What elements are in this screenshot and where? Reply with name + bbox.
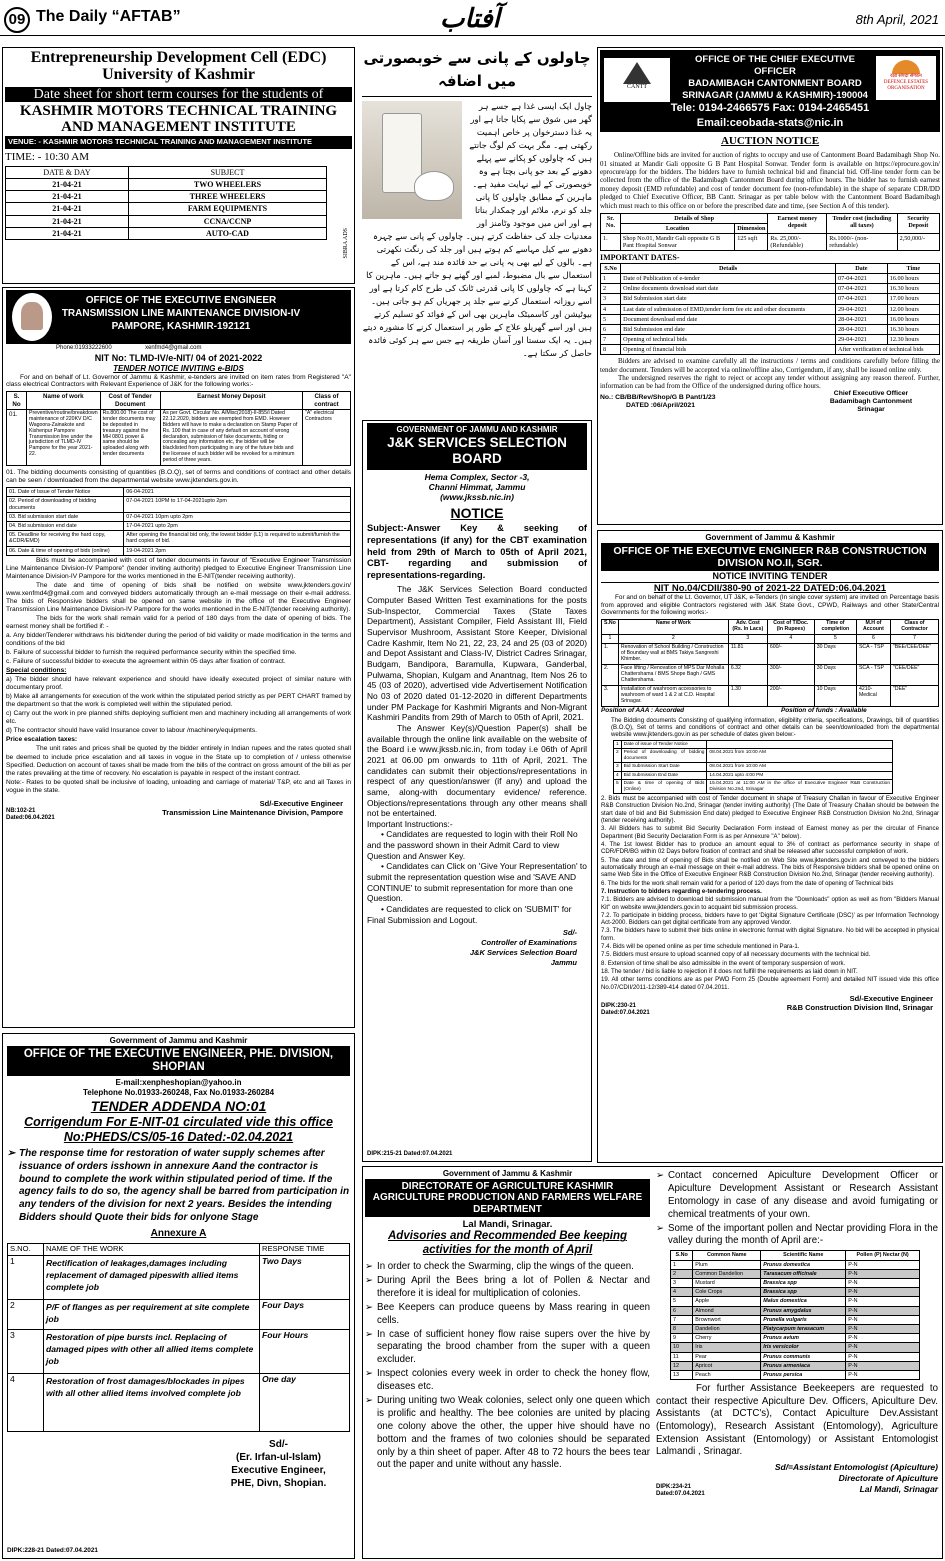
table-row: 2. Face lifting / Renovation of MPS Dar Mohalla Chattershama / BMS Shope Bagh / GMS Chattershama. 6.32 300/- 30 Days SCA - TSP "CEE/DEE" [602,664,939,685]
table-row: 03. Bid submission start date 07-04-2021 10pm upto 2pm [7,512,351,521]
rb-nit-no: NIT No.04/CDII/380-90 of 2021-22 DATED:06.04.2021 [653,582,887,594]
table-row: 2 P/F of flanges as per requirement at site complete job Four Days [8,1299,350,1329]
phe-addenda-heading: TENDER ADDENDA NO:01 [90,1098,267,1115]
table-row: 1. Renovation of School Building / Construction of Boundary wall at BMS Takiya Sangreshi Khimber. 11.81 600/- 30 Days SCA - TSP "BEE/CEE/DEE" [602,643,939,664]
table-row: 21-04-21 TWO WHEELERS [6,178,327,190]
auction-footer-2: The undersigned reserves the right to reject or accept any tender without assigning any reason thereof. Further, information can be had from the Office of the undersigned during office hours. [600,373,940,391]
tlmd-division: TRANSMISSION LINE MAINTENANCE DIVISION-IV [61,308,301,319]
tlmd-contact: Phone:01933222600 xenfmd4@gmail.com [56,345,202,351]
list-item: ➢ The response time for restoration of water supply schemes after issuance of orders isshown in annexure Aand the contractor is bound to complete the work within stipulated period of time. If the agency fails to do so, the agency shall be barred from participation in any tenders of the division for next 2 years. Besides the intending Bidders should Quote their bids for onlyone Stage [7,1148,350,1225]
tlmd-dates-table [6,487,351,556]
edc-institute: KASHMIR MOTORS TECHNICAL TRAINING AND MANAGEMENT INSTITUTE [19,102,338,136]
tlmd-nit-no: NIT No: TLMD-IV/e-NIT/ 04 of 2021-2022 [94,353,263,364]
tlmd-address: PAMPORE, KASHMIR-192121 [111,321,251,332]
table-row: 05. Deadline for receiving the hard copy, &CDR/EMD) After opening the financial bid only, the lowest bidder (L1) is required to submit/furnish the hard copies of bid. [7,531,351,546]
table-row: 4 Restoration of frost damages/blockades in pipes with all other allied items involved complete job One day [8,1373,350,1431]
list-item: • Candidates are requested to click on 'SUBMIT' for Final Submission and Logout. [367,903,572,925]
cantonment-tel: Tele: 0194-2466575 Fax: 0194-2465451 [670,102,870,114]
further-assistance: For further Assistance Beekeepers are requested to contact their respective Apiculture Dev. Officers, Apiculture Dev. Assistants (at DCTC's), Contact Apiculture Dev.Assistant (Entomology), Research Assistant (Entomology), Agriculture Extension Assistant (Entomology) or Assistant Entomologist Lalmandi , Srinagar. [656,1383,938,1458]
flora-table: S.No Common Name Scientific Name Pollen (P) Nectar (N) 1 Plum Prunus domestica P-N 2 Common Dandelion Taraxacum officinale P-N 3 Mustard Brassica spp P-N 4 Cole Crops Brassica spp P-N 5 Apple Malus domestica P-N 6 Almond Prunus amygdalus P-N 7 Brownwort Prunella vulgaris P-N 8 Dandelion Platycarpum terasacum P-N 9 Cherry Prunus avium P-N 10 Iris Iris versicolor P-N 11 Pear Prunus communis P-N 12 Apricot Prunus armeniaca P-N 13 Peach Prunus persica P-N [670,1250,920,1380]
list-item: ➢ In order to check the Swarming, clip the wings of the queen. [365,1261,650,1274]
table-row: 6 Bid Submission end date 28-04-2021 16.30 hours [601,324,940,334]
tlmd-tender-notice: OFFICE OF THE EXECUTIVE ENGINEER TRANSMISSION LINE MAINTENANCE DIVISION-IV PAMPORE, KASHMIR-192121 Phone:01933222600 xenfmd4@gmail.com NIT No: TLMD-IV/e-NIT/ 04 of 2021-2022 TENDER NOTICE INVITING e-BIDS For and on behalf of Lt. Governor of Jammu & Kashmir, e-tenders are invited on item rates from Registered "A" class electrical Contractors with Relevant Experience of J&K for the following works:- S. No Name of work Cost of Tender Document Earnest Money Deposit Class of contract 01. Preventive/routine/breakdown maintenance of 220KV D/C Wagoora-Zainakote and Kishenpur Pampore Transmission line under the jurisdiction of TLMD-IV Pampore for the year 2021-22. Rs.800.00 The cost of tender documents may be deposited in treasury against the MH 0801 power & same should be uploaded along with tender documents As per Govt. Circular No. A/Misc(2018)-II-855/i Dated 22.12.2020, bidders are exempted from EMD. However Bidders will have to make a declaration on Stamp Paper of Rs. 100 that in case of any default on account of wrong declaration, submission of fake documents, hiding or concealing any information etc, the bidder will be blacklisted from participating in any of the future bids and the licensee of such bidder will be revoked for a minimum period of three years. "A" electrical Contractors 01. The bidding documents consisting of quantities (B.O.Q), set of terms and conditions of contract and other details can be seen / downloaded from the departmental website www.jktenders.gov.in. 01. Date of Issue of Tender Notice 06-04-2021 02. Period of downloading of bidding documents 07-04-2021 10PM to 17-04-2021upto 2pm 03. Bid submission start date 07-04-2021 10pm upto 2pm 04. Bid submission end date 17-04-2021 upto 2pm 05. Deadline for receiving the hard copy, &CDR/EMD) After opening the financial bid only, the lowest bidder (L1) is required to submit/furnish the hard copies of bid. 06. Date & time of opening of bids (online) 19-04-2021 2pm Bids must be accompanied with cost of tender documents in favour of "Executive Engineer Transmission Line Maintenance Division-IV Pampore" (tender inviting authority) pledged to Executive Engineer Transmission Line Maintenance Division-IV Pampore for the works mentioned in the E-NIT(tender receiving authority). The date and time of opening of bids shall be notified on website www.jktenders.gov.in/ www.xenfmd4@gmail.com and conveyed bidders automatically through an e-mail message on their e-mail address. The bids of Responsive bidders shall be opened on same website in the office of the Executive Engineer Transmission Line Maintenance Division-IV Pampore for the works mentioned in the E-NIT(tender receiving authority). The bids for the work shall remain valid for a period of 180 days from the date of opening of bids. The earnest money shall be fortified if: - a. Any bidder/Tenderer withdraws his bid/tender during the period of bid validity or made modification in the terms and conditions of the bid b. Failure of successful bidder to furnish the required performance security within the specified time. c. Failure of successful bidder to execute the agreement within 05 days after fixation of contract. Special conditions: a) The bidder should have relevant experience and should have ideally executed project of similar nature with documentary proof. b) Make all arrangements for execution of the work within the stipulated period strictly as per PERT CHART framed by the department so that the work is completed well within the stipulated period. c) Carry out the work in pre planned shifts deploying sufficient men and machinery including all arrangements of work etc. d) The contractor should have valid Insurance cover to labour /machinery/equipments. Price escalation taxes: The unit rates and prices shall be quoted by the bidder entirely in Indian rupees and the rates quoted shall be deemed to include price escalation and all taxes in vogue in the State up to completion of / unless otherwise Specified. Deduction on account of taxes shall be made from the bills of the contract on gross amount of the bill as per the rates prevailing at the time of recovery. No escalation is payable in respect of the instant contract. Note:- Rates to be quoted shall be inclusive of loading, unloading and carriage of material/ T&P, etc and all Taxes in vogue in the state. Sd/-Executive Engineer NB:102-21 Dated:06.04.2021 Transmission Line Maintenance Division, Pampore [2,287,355,1028]
table-row: 04. Bid submission end date 17-04-2021 upto 2pm [7,521,351,530]
table-row: 8 Opening of financial bids After verification of technical bids [601,345,940,355]
edc-time: TIME: - 10:30 AM [5,150,90,163]
table-row: 1 Rectification of leakages,damages including replacement of damaged pipeswith allied items complete job Two Days [8,1255,350,1299]
urdu-article [362,47,592,415]
table-row: 01. Preventive/routine/breakdown maintenance of 220KV D/C Wagoora-Zainakote and Kishenpur Pampore Transmission line under the jurisdiction of TLMD-IV Pampore for the year 2021-22. Rs.800.00 The cost of tender documents may be deposited in treasury against the MH 0801 power & same should be uploaded along with tender documents As per Govt. Circular No. A/Misc(2018)-II-855/i Dated 22.12.2020, bidders are exempted from EMD. However Bidders will have to make a declaration on Stamp Paper of Rs. 100 that in case of any default on account of wrong declaration, submission of fake documents, hiding or concealing any information etc, the bidder will be blacklisted from participating in any of the future bids and the licensee of such bidder will be revoked for a minimum period of three years. "A" electrical Contractors [7,409,351,466]
rb-dates-table [613,740,893,795]
phe-title: OFFICE OF THE EXECUTIVE ENGINEER, PHE. DIVISION, SHOPIAN [7,1046,350,1076]
table-row: 12 Apricot Prunus armeniaca P-N [671,1361,920,1370]
list-item: • Candidates can Click on 'Give Your Representation' to submit the representation question wise and 'SAVE AND CONTINUE' to submit representation for more than one Question. [367,861,587,904]
table-row: 3 Restoration of pipe bursts incl. Replacing of damaged pipes with other all allied items complete job Four Hours [8,1329,350,1373]
table-row: 13 Peach Prunus persica P-N [671,1370,920,1379]
list-item: ➢ Bee Keepers can produce queens by Mass rearing in queen cells. [365,1302,650,1328]
table-row: 21-04-21 AUTO-CAD [6,227,327,239]
paper-name: The Daily “AFTAB” [36,8,181,25]
annexure-table: S.NO. NAME OF THE WORK RESPONSE TIME 1 Rectification of leakages,damages including replacement of damaged pipeswith allied items complete job Two Days 2 P/F of flanges as per requirement at site complete job Four Days 3 Restoration of pipe bursts incl. Replacing of damaged pipes with other all allied items complete job Four Hours 4 Restoration of frost damages/blockades in pipes with all other allied items involved complete job One day [7,1243,350,1432]
auction-ref-no: No.: CB/BB/Rev/Shop/G B Pant/1/23 [600,393,716,401]
deo-logo: रक्षा संपदा संगठन DEFENCE ESTATES ORGANISATION [876,56,936,100]
table-row: 9 Cherry Prunus avium P-N [671,1334,920,1343]
important-dates-title: IMPORTANT DATES- [600,253,680,263]
cantonment-signatory: Chief Executive Officer [833,389,909,397]
rb-heading: NOTICE INVITING TENDER [601,571,939,583]
auction-notice-heading: AUCTION NOTICE [720,135,820,147]
table-row: 2 Common Dandelion Taraxacum officinale P-N [671,1269,920,1278]
list-item: ➢ Some of the important pollen and Nectar providing Flora in the valley during the month of April are:- [656,1223,938,1249]
table-row: 21-04-21 CCNA/CCNP [6,215,327,227]
edc-table: DATE & DAY SUBJECT 21-04-21 TWO WHEELERS 21-04-21 THREE WHEELERS 21-04-21 FARM EQUIPMENTS 21-04-21 CCNA/CCNP 21-04-21 AUTO-CAD [5,166,327,240]
cantonment-office: OFFICE OF THE CHIEF EXECUTIVE OFFICER [695,54,855,77]
important-dates-table: S.No Details Date Time 1 Date of Publication of e-tender 07-04-2021 16.00 hours 2 Online documents download start date 07-04-2021 16.30 hours 3 Bid Submission start date 07-04-2021 17.00 hours 4 Last date of submission of EMD,tender form fee etc and other documents 29-04-2021 12.00 hours 5 Document download end date 28-04-2021 16.00 hours 6 Bid Submission end date 28-04-2021 16.30 hours 7 Opening of technical bids 29-04-2021 12.30 hours 8 Opening of financial bids After verification of technical bids [600,263,940,355]
list-item: ➢ During uniting two Weak colonies, select only one queen which is prolific and healthy. The bee colonies are united by placing one colony above the other, the upper hive should have no bottom and the frames of two colonies should be separated only by a thin sheet of paper. After 48 to 72 hours the bees tear out the paper and unite without any hassle. [365,1395,650,1472]
cantt-logo: CANTT [604,58,670,102]
table-row: 06. Date & time of opening of bids (online) 19-04-2021 2pm [7,546,351,555]
phe-shopian-addenda: Government of Jammu and Kashmir OFFICE OF THE EXECUTIVE ENGINEER, PHE. DIVISION, SHOPIAN E-mail:xenpheshopian@yahoo.in Telephone No.01933-260248, Fax No.01933-260284 TENDER ADDENDA NO:01 Corrigendum For E-NIT-01 circulated vide this office No:PHEDS/CS/05-16 Dated:-02.04.2021 ➢ The response time for restoration of water supply schemes after issuance of orders isshown in annexure Aand the contractor is bound to complete the work within stipulated period of time. If the agency fails to do so, the agency shall be barred from participation in any tenders of the division for next 2 years. Besides the intending Bidders should Quote their bids for onlyone Stage Annexure A S.NO. NAME OF THE WORK RESPONSE TIME 1 Rectification of leakages,damages including replacement of damaged pipeswith allied items complete job Two Days 2 P/F of flanges as per requirement at site complete job Four Days 3 Restoration of pipe bursts incl. Replacing of damaged pipes with other all allied items complete job Four Hours 4 Restoration of frost damages/blockades in pipes with all other allied items involved complete job One day Sd/- (Er. Irfan-ul-Islam) Executive Engineer, PHE, Divn, Shopian. DIPK:228-21 Dated:07.04.2021 [2,1033,355,1559]
table-row: 3 Mustard Brassica spp P-N [671,1278,920,1287]
edc-subtitle: Date sheet for short term courses for the students of [5,87,352,102]
table-row: 21-04-21 FARM EQUIPMENTS [6,203,327,215]
agri-title: DIRECTORATE OF AGRICULTURE KASHMIR AGRICULTURE PRODUCTION AND FARMERS WELFARE DEPARTMENT [365,1179,650,1218]
list-item: ➢ Contact concerned Apiculture Development Officer or Apiculture Development Assistant or Research Assistant Entomology in case of any disease and avoid fumigating or chemical treatments of your own. [656,1170,938,1222]
cantonment-address: SRINAGAR (JAMMU & KASHMIR)-190004 [682,89,868,101]
annexure-heading: Annexure A [150,1227,207,1239]
list-item: ➢ During April the Bees bring a lot of Pollen & Nectar and therefore it is ideal for multiplication of colonies. [365,1275,650,1301]
rice-water-image [362,101,462,219]
table-row: 3 Bid Submission Start Date 08.04.2021 from 10:00 AM [614,763,893,772]
cantonment-header [600,50,940,132]
masthead-logo: آفتاب [440,4,500,34]
list-item: ➢ Inspect colonies every week in order to check the honey flow, diseases etc. [365,1368,650,1394]
edc-venue: VENUE: - KASHMIR MOTORS TECHNICAL TRAINING AND MANAGEMENT INSTITUTE [5,136,352,149]
table-row: 3. Installation of washroom accessories to washroom of ward 1 & 2 at C.D. Hospital Srinagar. 1.30 200/- 10 Days 4210-Medical "DEE" [602,685,939,706]
rb-title: OFFICE OF THE EXECUTIVE ENGINEER R&B CONSTRUCTION DIVISION NO.II, SGR. [601,543,939,571]
rb-tender-notice: Government of Jammu & Kashmir OFFICE OF THE EXECUTIVE ENGINEER R&B CONSTRUCTION DIVISION NO.II, SGR. NOTICE INVITING TENDER NIT No.04/CDII/380-90 of 2021-22 DATED:06.04.2021 For and on behalf of the Lt. Governor, UT J&K, e-Tenders (In single cover system) are invited on Percentage basis from approved and eligible Contractors registered with J&K State Govt., CPWD, Railways and other State/Central Governments for the following works:- S.No Name of Work Adv. Cost (Rs. In Lacs) Cost of T/Doc. (In Rupees) Time of completion M.H of Account Class of Contractor 1 2 3 4 5 6 7 1. Renovation of School Building / Construction of Boundary wall at BMS Takiya Sangreshi Khimber. 11.81 600/- 30 Days SCA - TSP "BEE/CEE/DEE" 2. Face lifting / Renovation of MPS Dar Mohalla Chattershama / BMS Shope Bagh / GMS Chattershama. 6.32 300/- 30 Days SCA - TSP "CEE/DEE" 3. Installation of washroom accessories to washroom of ward 1 & 2 at C.D. Hospital Srinagar. 1.30 200/- 10 Days 4210-Medical "DEE" Position of AAA : Accorded Position of funds : Available The Bidding documents Consisting of qualifying information, eligibility criteria, specifications, Drawings, bill of quantities (B.O.Q), Set of terms and conditions of contract and other details can be seen/downloaded from the departmental website www.jktenders.gov.in as per schedule of dates given below:- 1 Date of issue of Tender Notice 2 Period of downloading of bidding documents 08.04.2021 from 10:00 AM 3 Bid Submission Start Date 08.04.2021 from 10:00 AM 4 Bid Submission End Date 14.04.2021 upto 4:00 PM 5 Date & time of opening of Bids (Online) 15.04.2021 at 11:00 AM in the office of Executive Engineer R&B Construction Division No.2nd, Srinagar 2. Bids must be accompanied with cost of Tender document in shape of Treasury Challan in favour of Executive Engineer R&B Construction Division No.2nd, Srinagar (tender inviting authority) (The Date of Treasury Challan should be between the start date of bid and Bid Submission End date) pledged to Executive Engineer R&B Construction Division No.2nd, Srinagar (tender receiving authority). 3. All Bidders has to submit Bid Security Declaration Form instead of Earnest money as per the circular of Finance Department (Bid Security Declaration Form is as per Annexure "A" below). 4. The 1st lowest Bidder has to produce an amount equal to 3% of contract as performance security in shape of CDR/FDR/BG within 02 Days before fixation of contract and shall be released after successful completion of work. 5. The date and time of opening of Bids shall be notified on Web Site www.jktenders.gov.in and conveyed to the bidders automatically through an e-mail message on their e-mail address. The bids of Responsive bidders shall be opened online on same Web Site in the Office of Executive Engineer R&B Construction Division No.2nd, Srinagar (tender receiving authority). 6. The bids for the work shall remain valid for a period of 120 days from the date of opening of Technical bids 7. Instruction to bidders regarding e-tendering process. 7.1. Bidders are advised to download bid submission manual from the "Downloads" option as well as from "Bidders Manual Kit" on website www.jktenders.gov.in to acquaint bid submission process. 7.2. To participate in bidding process, bidders have to get 'Digital Signature Certificate (DSC)' as per Information Technology Act-2000. Bidders can get digital certificate from any approved Vendor. 7.3. The bidders have to submit their bids online in electronic format with digital Signature. No bid will be accepted in physical form. 7.4. Bids will be opened online as per time schedule mentioned in Para-1. 7.5. Bidders must ensure to upload scanned copy of all necessary documents with the technical bid. 8. Extension of time shall be also admissible in the event of temporary suspension of work. 18. The tender / bid is liable to rejection if it does not fulfill the requirements as laid down in NIT. 19. All other terms conditions are as per PWD Form 25 (Double agreement Form) and detailed NIT issued vide this office No.07/CDII/2011-12/389-414 dated 07.04.2011. Sd/-Executive Engineer DIPK:230-21 Dated:07.04.2021 R&B Construction Division IInd, Srinagar [597,530,943,1163]
rb-signatory: Sd/-Executive Engineer [849,993,933,1003]
table-row: 1 Plum Prunus domestica P-N [671,1260,920,1269]
page-number: 09 [4,7,30,33]
table-row: 7 Opening of technical bids 29-04-2021 12.30 hours [601,334,940,344]
edc-title: Entrepreneurship Development Cell (EDC) [30,49,327,66]
table-row: 5 Document download end date 28-04-2021 16.00 hours [601,314,940,324]
table-row: 6 Almond Prunus amygdalus P-N [671,1306,920,1315]
edc-ad [2,47,355,284]
jkssb-header: GOVERNMENT OF JAMMU AND KASHMIR J&K SERVICES SELECTION BOARD [367,423,587,470]
jkssb-title: J&K SERVICES SELECTION BOARD [387,434,567,466]
shop-table: Sr. No. Details of Shop Earnest money deposit Tender cost (including all taxes) Security Deposit Location Dimension 1. Shop No.01, Mandir Gali opposite G B Pant Hospital Sonwar 125 sqft Rs. 25,000/- (Refundable) Rs.1000/- (non-refundable) 2,50,000/- [600,213,940,252]
agri-signatory: Sd/=Assistant Entomologist (Apiculture) [774,1461,938,1472]
auction-footer-1: Bidders are advised to examine carefully all the instructions / terms and conditions carefully before filling the tender document. Tenders will be accepted via online/offline also, Corrigendum, if any, shall be issued online only. [600,357,940,374]
jkssb-subject: Subject:-Answer Key & seeking of representations (if any) for the CBT examination held from 29th of March to 05th of April 2021, CBT- regarding and submission of representations-regarding. [367,523,587,580]
page-header [0,0,945,36]
table-row: 11 Pear Prunus communis P-N [671,1352,920,1361]
table-row: 1. Shop No.01, Mandir Gali opposite G B Pant Hospital Sonwar 125 sqft Rs. 25,000/- (Refundable) Rs.1000/- (non-refundable) 2,50,000/- [601,234,940,251]
table-row: 01. Date of Issue of Tender Notice 06-04-2021 [7,488,351,497]
issue-date: 8th April, 2021 [855,12,939,27]
cantonment-notice: CANTT OFFICE OF THE CHIEF EXECUTIVE OFFICER BADAMIBAGH CANTONMENT BOARD SRINAGAR (JAMMU & KASHMIR)-190004 रक्षा संपदा संगठन DEFENCE ESTATES ORGANISATION Tele: 0194-2466575 Fax: 0194-2465451 Email:ceobada-stats@nic.in AUCTION NOTICE Online/Offline bids are invited for auction of rights to occupy and use of Cantonment Board Badamibagh Shop No. 01 situated at Mandir Gali opposite G B Pant Hospital Sonwar. Tender form is available on https://eprocure.gov.in/ eprocure/app for the bidders. The bidders have to furnish technical bid and financial bid. Off-line tender form can be collected from the office of the Badamibagh Cantonment Board during office hours. The bidder has to furnish earnest money deposit (EMD refundable) and cost of tender document fee (non-refundable) in the shape of separate CDR/DD pledged to Chief Executive Officer, BB Cantt. Srinagar as per table below with the Cantonment Board Badamibagh which must reach to this office on or before the prescribed date and time, (see Section A of this tender). Sr. No. Details of Shop Earnest money deposit Tender cost (including all taxes) Security Deposit Location Dimension 1. Shop No.01, Mandir Gali opposite G B Pant Hospital Sonwar 125 sqft Rs. 25,000/- (Refundable) Rs.1000/- (non-refundable) 2,50,000/- IMPORTANT DATES- S.No Details Date Time 1 Date of Publication of e-tender 07-04-2021 16.00 hours 2 Online documents download start date 07-04-2021 16.30 hours 3 Bid Submission start date 07-04-2021 17.00 hours 4 Last date of submission of EMD,tender form fee etc and other documents 29-04-2021 12.00 hours 5 Document download end date 28-04-2021 16.00 hours 6 Bid Submission end date 28-04-2021 16.30 hours 7 Opening of technical bids 29-04-2021 12.30 hours 8 Opening of financial bids After verification of technical bids Bidders are advised to examine carefully all the instructions / terms and conditions carefully before filling the tender document. Tenders will be accepted via online/offline also, Corrigendum, if any, shall be issued online only. The undersigned reserves the right to reject or accept any tender without assigning any reason thereof. Further, information can be had from the Office of the undersigned during office hours. No.: CB/BB/Rev/Shop/G B Pant/1/23 DATED :06/April/2021 Chief Executive Officer Badamibagh Cantonment Srinagar [597,47,943,525]
agriculture-advisory: Government of Jammu & Kashmir DIRECTORATE OF AGRICULTURE KASHMIR AGRICULTURE PRODUCTION AND FARMERS WELFARE DEPARTMENT Lal Mandi, Srinagar. Advisories and Recommended Bee keeping activities for the month of April ➢ In order to check the Swarming, clip the wings of the queen. ➢ During April the Bees bring a lot of Pollen & Nectar and therefore it is ideal for multiplication of colonies. ➢ Bee Keepers can produce queens by Mass rearing in queen cells. ➢ In case of sufficient honey flow raise supers over the hive by separating the brood chamber from the super with a queen excluder. ➢ Inspect colonies every week in order to check the honey flow, diseases etc. ➢ During uniting two Weak colonies, select only one queen which is prolific and healthy. The bee colonies are united by placing one colony above the other, the upper hive should have no bottom and the frames of two colonies should be separated only by a thin sheet of paper. After 48 to 72 hours the bees tear out the paper and unite without any hassle. ➢ Contact concerned Apiculture Development Officer or Apiculture Development Assistant or Research Assistant Entomology in case of any disease and avoid fumigating or chemical treatments of your own. ➢ Some of the important pollen and Nectar providing Flora in the valley during the month of April are:- S.No Common Name Scientific Name Pollen (P) Nectar (N) 1 Plum Prunus domestica P-N 2 Common Dandelion Taraxacum officinale P-N 3 Mustard Brassica spp P-N 4 Cole Crops Brassica spp P-N 5 Apple Malus domestica P-N 6 Almond Prunus amygdalus P-N 7 Brownwort Prunella vulgaris P-N 8 Dandelion Platycarpum terasacum P-N 9 Cherry Prunus avium P-N 10 Iris Iris versicolor P-N 11 Pear Prunus communis P-N 12 Apricot Prunus armeniaca P-N 13 Peach Prunus persica P-N For further Assistance Beekeepers are requested to contact their respective Apiculture Dev. Officers, Apiculture Dev. Assistants (at DCTC's), Contact Apiculture Dev.Assistant (Entomology), Research Assistant (Entomology), Agriculture Extension Assistant (Entomology) or Assistant Entomologist Lalmandi , Srinagar. Sd/=Assistant Entomologist (Apiculture) Directorate of Apiculture DIPK:234-21 Dated:07.04.2021 Lal Mandi, Srinagar [362,1166,943,1559]
auction-body: Online/Offline bids are invited for auction of rights to occupy and use of Cantonment Board Badamibagh Shop No. 01 situated at Mandir Gali opposite G B Pant Hospital Sonwar. Tender form is available on https://eprocure.gov.in/ eprocure/app for the bidders. The bidders have to furnish technical bid and financial bid. Off-line tender form can be collected from the office of the Badamibagh Cantonment Board during office hours. The bidder has to furnish earnest money deposit (EMD refundable) and cost of tender document fee (non-refundable) in the shape of separate CDR/DD pledged to Chief Executive Officer, BB Cantt. Srinagar as per table below with the Cantonment Board Badamibagh which must reach to this office on or before the prescribed date and time, (see Section A of this tender). [600,151,940,210]
jkssb-notice: GOVERNMENT OF JAMMU AND KASHMIR J&K SERVICES SELECTION BOARD Hema Complex, Sector -3, Channi Himmat, Jammu (www.jkssb.nic.in) NOTICE Subject:-Answer Key & seeking of representations (if any) for the CBT examination held from 29th of March to 05th of April 2021, CBT- regarding and submission of representations-regarding. The J&K Services Selection Board conducted Computer Based Written Test examinations for the posts Sub-Inspector, Commercial Taxes (State Taxes Department), Assistant Compiler, Field Assistant III, Field Supervisor Mushroom, Assistant Store Keeper, Divisional Cadre Kashmir, Item No 21, 22, 23, 24 and 25 (03 of 2020) and Depot Assistant and Class-IV, District Cadres Srinagar, Budgam, Bandipora, Baramulla, Kupwara, Ganderbal, Pulwama, Shopian, Kulgam and Anantnag, Item Nos 26 to 45 (03 of 2020), advertised vide Advertisement Notification No 03 of 2020 dated 01-12-2020 in different Departments under PM Package for Kashmiri Migrants and Non-Migrant Kashmiri Pandits from 29th of March to 05th of April, 2021. The Answer Key(s)/Question Paper(s) shall be available through the online link available on the website of the Board i.e www.jkssb.nic.in, from today i.e 06th of April 2021 at 06.00 pm onwards to 11th of April, 2021. The candidates can submit their objections/representations in respect of any question/answer (if any) and upload the same, along-with documentary evidence/ reference. Objections/representations through any other means shall not be entertained. Important Instructions:- • Candidates are requested to login with their Roll No and the password shown in their Admit Card to view Question and Answer Key. • Candidates can Click on 'Give Your Representation' to submit the representation question wise and 'SAVE AND CONTINUE' to submit representation for more than one Question. • Candidates are requested to click on 'SUBMIT' for Final Submission and Logout. Sd/- Controller of Examinations J&K Services Selection Board Jammu DIPK:215-21 Dated:07.04.2021 [362,420,592,1162]
tlmd-header [6,290,351,344]
jkssb-signatory: Controller of Examinations [481,938,577,948]
auction-dated: DATED :06/April/2021 [626,401,695,409]
list-item: ➢ In case of sufficient honey flow raise supers over the hive by separating the brood chamber from the super with a queen excluder. [365,1329,650,1368]
table-row: 1 Date of Publication of e-tender 07-04-2021 16.00 hours [601,274,940,284]
table-row: 3 Bid Submission start date 07-04-2021 17.00 hours [601,294,940,304]
tlmd-signatory: Sd/-Executive Engineer [259,798,343,808]
table-row: 7 Brownwort Prunella vulgaris P-N [671,1315,920,1324]
table-row: 4 Last date of submission of EMD,tender form fee etc and other documents 29-04-2021 12.00 hours [601,304,940,314]
tlmd-subheading: TENDER NOTICE INVITING e-BIDS [113,363,244,373]
table-row: 02. Period of downloading of bidding documents 07-04-2021 10PM to 17-04-2021upto 2pm [7,497,351,512]
list-item: • Candidates are requested to login with their Roll No and the password shown in their Admit Card to view Question and Answer Key. [367,829,578,861]
urdu-headline: چاولوں کے پانی سے خوبصورتی میں اضافہ [362,47,592,97]
table-row: 1 Date of issue of Tender Notice [614,740,893,749]
phe-signatory: (Er. Irfan-ul-Islam) [235,1451,321,1463]
table-row: 10 Iris Iris versicolor P-N [671,1343,920,1352]
jk-emblem-icon [12,293,52,341]
cantonment-email: Email:ceobada-stats@nic.in [696,117,844,129]
table-row: 4 Cole Crops Brassica spp P-N [671,1288,920,1297]
cantonment-board: BADAMIBAGH CANTONMENT BOARD [688,77,862,89]
jkssb-website: (www.jkssb.nic.in) [440,492,514,503]
table-row: 2 Online documents download start date 07-04-2021 16.30 hours [601,284,940,294]
table-row: 5 Date & time of opening of Bids (Online) 15.04.2021 at 11:00 AM in the office of Executive Engineer R&B Construction Division No.2nd, Srinagar [614,780,893,794]
table-row: 4 Bid Submission End Date 14.04.2021 upto 4:00 PM [614,771,893,780]
table-row: 8 Dandelion Platycarpum terasacum P-N [671,1324,920,1333]
advisory-heading: Advisories and Recommended Bee keeping [387,1230,628,1243]
edc-university: University of Kashmir [102,65,255,83]
table-row: 2 Period of downloading of bidding documents 08.04.2021 from 10:00 AM [614,749,893,763]
table-row: 5 Apple Malus domestica P-N [671,1297,920,1306]
ad-agency-tag: SIBRA ADS [342,228,349,259]
urdu-body: چاول ایک ایسی غذا ہے جسے ہر گھر میں شوق سے پکایا جاتا ہے اور یہ غذا دسترخوان پر خاص اہمیت رکھتی ہے۔ مگر بہت کم لوگ جانتے ہیں کہ چاولوں کو پکانے سے پہلے دھونے کے بعد جو پانی بچتا ہے وہ خوبصورتی کے لیے نہایت مفید ہے۔ ماہرین کے مطابق چاولوں کا پانی جلد کو نرم، ملائم اور چمکدار بناتا ہے اور اس میں موجود وٹامنز اور معدنیات جلد کی حفاظت کرتے ہیں۔ چاولوں کے پانی سے چہرہ دھونے سے کیل مہاسے کم ہوتے ہیں اور جلد کی رنگت نکھرتی ہے۔ بالوں کے لیے بھی یہ پانی بے حد فائدہ مند ہے، اس کے استعمال سے بال مضبوط، لمبے اور گھنے ہو جاتے ہیں۔ ماہرین کا کہنا ہے کہ چاولوں کا پانی قدرتی ٹانک کی طرح کام کرتا ہے اور اسے روزانہ استعمال کرنے سے جلد پر جھریاں کم ہو جاتی ہیں۔ بیوٹیشن اور کاسمیٹک ماہرین بھی اس کے فوائد کو تسلیم کرتے ہیں اور اسے گھریلو علاج کے طور پر استعمال کرنے کا مشورہ دیتے ہیں۔ یہ ایک سستا اور آسان طریقہ ہے جس سے ہر کوئی فائدہ حاصل کر سکتا ہے۔ [362,100,592,358]
tlmd-office: OFFICE OF THE EXECUTIVE ENGINEER [85,295,277,306]
rb-work-table: S.No Name of Work Adv. Cost (Rs. In Lacs) Cost of T/Doc. (In Rupees) Time of completion M.H of Account Class of Contractor 1 2 3 4 5 6 7 1. Renovation of School Building / Construction of Boundary wall at BMS Takiya Sangreshi Khimber. 11.81 600/- 30 Days SCA - TSP "BEE/CEE/DEE" 2. Face lifting / Renovation of MPS Dar Mohalla Chattershama / BMS Shope Bagh / GMS Chattershama. 6.32 300/- 30 Days SCA - TSP "CEE/DEE" 3. Installation of washroom accessories to washroom of ward 1 & 2 at C.D. Hospital Srinagar. 1.30 200/- 10 Days 4210-Medical "DEE" [601,619,939,707]
table-row: 21-04-21 THREE WHEELERS [6,191,327,203]
jkssb-notice-heading: NOTICE [450,504,504,521]
tlmd-work-table: S. No Name of work Cost of Tender Document Earnest Money Deposit Class of contract 01. Preventive/routine/breakdown maintenance of 220KV D/C Wagoora-Zainakote and Kishenpur Pampore Transmission line under the jurisdiction of TLMD-IV Pampore for the year 2021-22. Rs.800.00 The cost of tender documents may be deposited in treasury against the MH 0801 power & same should be uploaded along with tender documents As per Govt. Circular No. A/Misc(2018)-II-855/i Dated 22.12.2020, bidders are exempted from EMD. However Bidders will have to make a declaration on Stamp Paper of Rs. 100 that in case of any default on account of wrong declaration, submission of fake documents, hiding or concealing any information etc, the bidder will be blacklisted from participating in any of the future bids and the licensee of such bidder will be revoked for a minimum period of three years. "A" electrical Contractors [6,391,351,466]
